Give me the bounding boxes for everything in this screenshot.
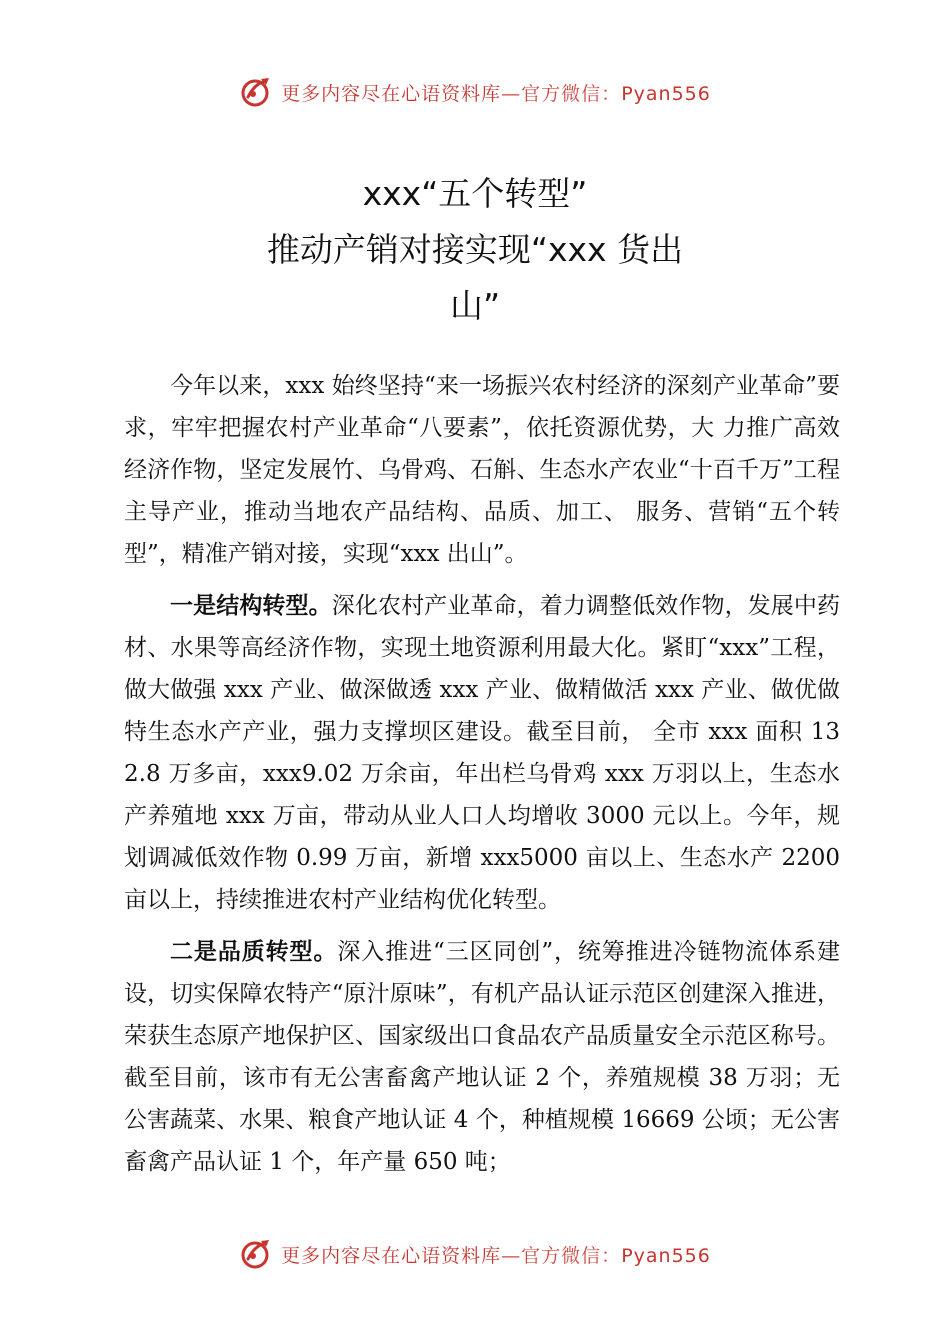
watermark-header — [0, 72, 950, 112]
brand-logo-icon — [239, 1237, 273, 1271]
document-title — [0, 166, 950, 334]
paragraph-lead: 一是结构转型。 — [170, 593, 332, 619]
title-line-1: xxx“五个转型” — [362, 174, 588, 213]
paragraph-quality — [124, 931, 840, 1183]
watermark-main: 更多内容尽在心语资料库 — [281, 82, 502, 105]
watermark-footer — [0, 1234, 950, 1274]
paragraph-structure — [124, 585, 840, 921]
watermark-sub: —官方微信： — [501, 1244, 622, 1267]
watermark-sub: —官方微信： — [501, 82, 622, 105]
paragraph-text: 深入推进“三区同创”，统筹推进冷链物流体系建设，切实保障农特产“原汁原味”，有机产品认证示范区创建深入推进，荣获生态原产地保护区、国家级出口食品农产品质量安全示范区称号。截至目前，该市有无公害畜禽产地认证 2 个，养殖规模 38 万羽；无公害蔬菜、水果、粮食产地认证 4 个，种植规模 16669 公顷；无公害畜禽产品认证 1 个，年产量 650 吨； — [124, 939, 840, 1175]
watermark-text — [281, 1241, 711, 1268]
paragraph-text: 深化农村产业革命，着力调整低效作物，发展中药材、水果等高经济作物，实现土地资源利用最大化。紧盯“xxx”工程，做大做强 xxx 产业、做深做透 xxx 产业、做精做活 xxx 产业、做优做特生态水产产业，强力支撑坝区建设。截至目前， 全市 xxx 面积 132.8 万多亩，xxx9.02 万余亩，年出栏乌骨鸡 xxx 万羽以上，生态水产养殖地 xxx 万亩，带动从业人口人均增收 3000 元以上。今年，规划调减低效作物 0.99 万亩，新增 xxx5000 亩以上、生态水产 2200 亩以上，持续推进农村产业结构优化转型。 — [124, 593, 841, 913]
watermark-main: 更多内容尽在心语资料库 — [281, 1244, 502, 1267]
paragraph-text: 今年以来，xxx 始终坚持“来一场振兴农村经济的深刻产业革命”要求，牢牢把握农村产业革命“八要素”，依托资源优势，大 力推广高效经济作物，坚定发展竹、乌骨鸡、石斛、生态水产农业“十百千万”工程主导产业，推动当地农产品结构、品质、加工、 服务、营销“五个转型”，精准产销对接，实现“xxx 出山”。 — [124, 373, 840, 567]
document-body — [124, 365, 840, 1193]
paragraph-lead: 二是品质转型。 — [170, 939, 338, 965]
title-line-2: 推动产销对接实现“xxx 货出 — [266, 230, 684, 269]
watermark-id: Pyan556 — [621, 82, 711, 105]
brand-logo-icon — [239, 75, 273, 109]
title-line-3: 山” — [449, 286, 501, 325]
watermark-id: Pyan556 — [621, 1244, 711, 1267]
paragraph-intro — [124, 365, 840, 575]
watermark-text — [281, 79, 711, 106]
